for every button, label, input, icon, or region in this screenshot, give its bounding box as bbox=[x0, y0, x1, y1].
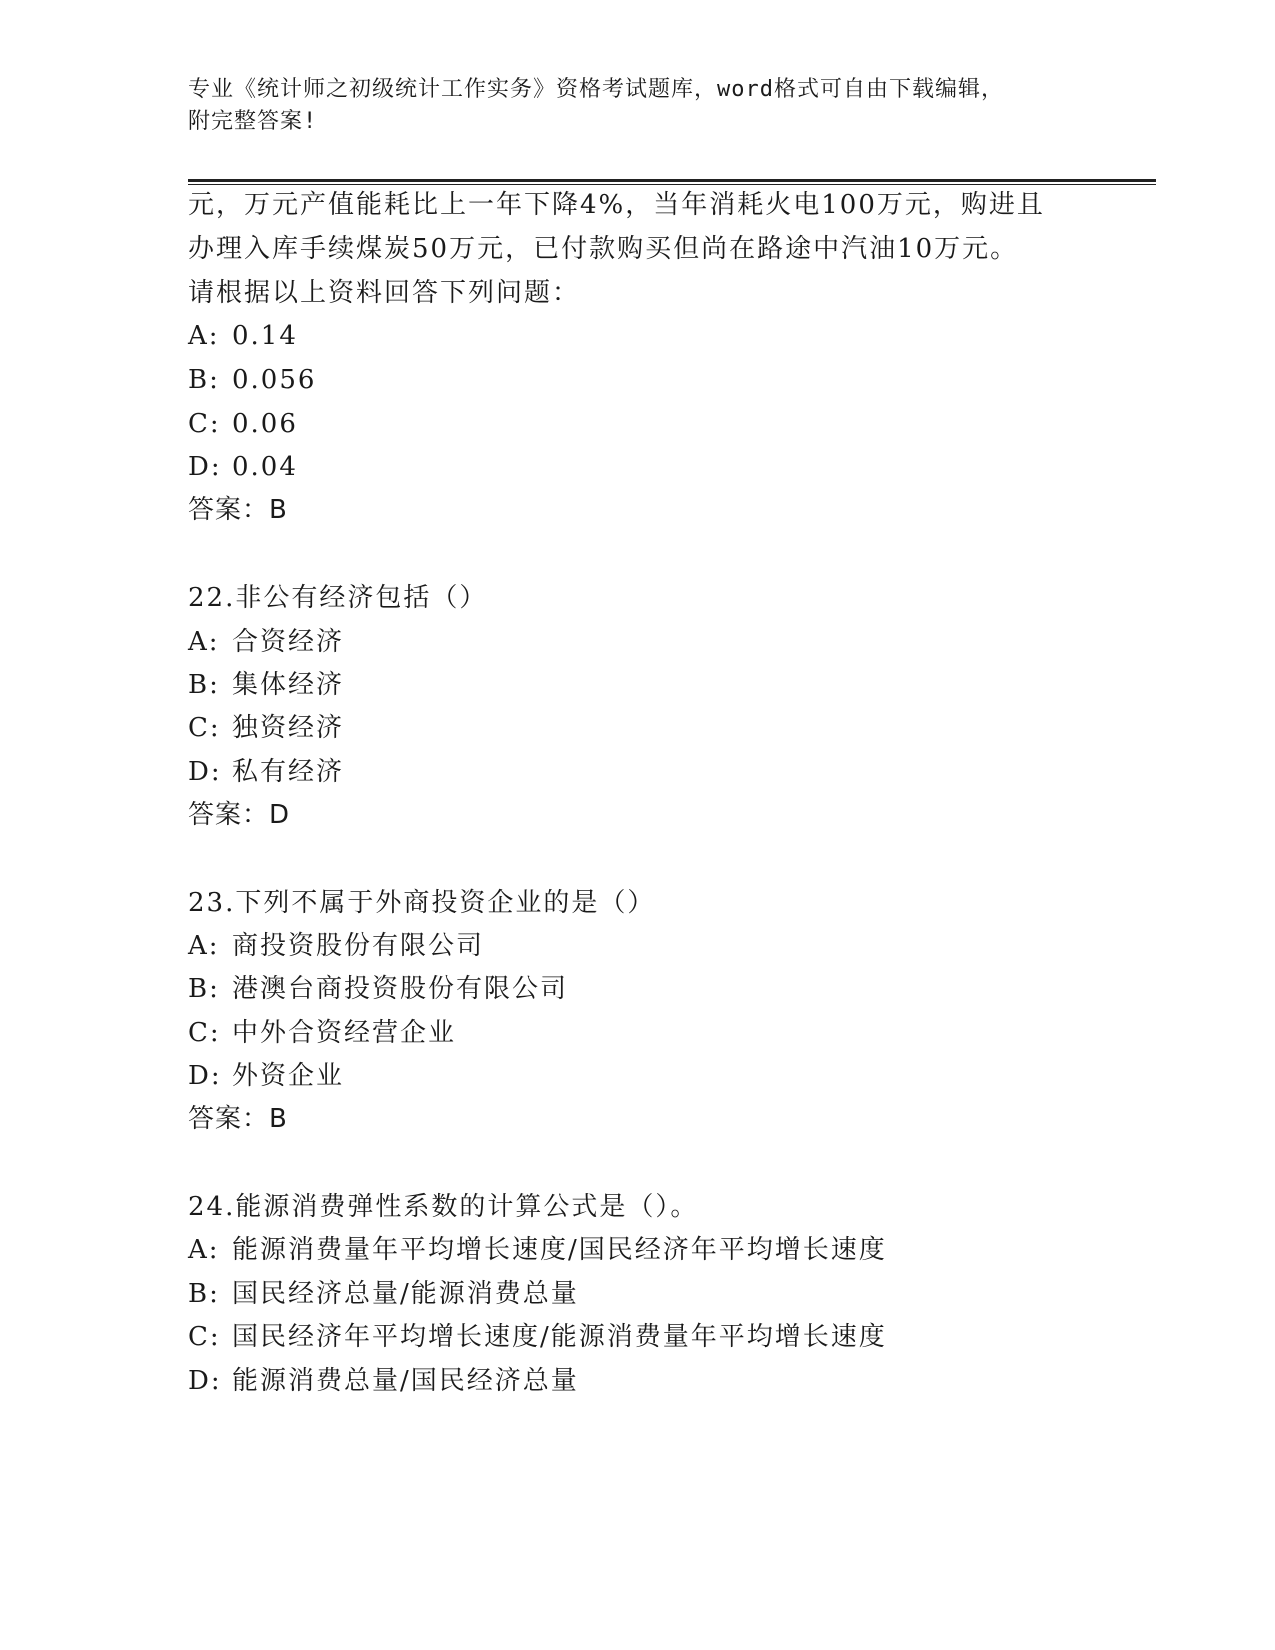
option-letter: B: bbox=[188, 365, 220, 395]
option-text: 独资经济 bbox=[232, 713, 345, 743]
q21-option-b bbox=[188, 363, 316, 397]
option-text: 0.14 bbox=[232, 321, 298, 351]
q24-option-d bbox=[188, 1364, 579, 1398]
q22-option-a bbox=[188, 625, 344, 659]
q22-option-c bbox=[188, 711, 344, 745]
option-letter: D: bbox=[188, 757, 222, 787]
option-letter: D: bbox=[188, 1366, 222, 1396]
option-letter: A: bbox=[188, 627, 220, 657]
header-line-1: 专业《统计师之初级统计工作实务》资格考试题库，word格式可自由下载编辑， bbox=[188, 77, 1004, 102]
q22-question: 22.非公有经济包括（） bbox=[188, 583, 488, 613]
q21-option-c bbox=[188, 407, 298, 441]
option-text: 能源消费总量/国民经济总量 bbox=[232, 1366, 579, 1396]
page-header bbox=[188, 74, 1088, 138]
option-text: 私有经济 bbox=[232, 757, 345, 787]
q23-option-b bbox=[188, 972, 568, 1006]
option-letter: C: bbox=[188, 1018, 221, 1048]
header-divider-thin bbox=[188, 184, 1156, 185]
option-letter: C: bbox=[188, 1322, 221, 1352]
q22-answer: 答案：D bbox=[188, 800, 291, 830]
q21-option-a bbox=[188, 319, 298, 353]
q24-option-b bbox=[188, 1277, 579, 1311]
q23-option-c bbox=[188, 1016, 456, 1050]
q23-question: 23.下列不属于外商投资企业的是（） bbox=[188, 888, 656, 918]
option-text: 中外合资经营企业 bbox=[232, 1018, 457, 1048]
intro-line-1: 元，万元产值能耗比上一年下降4%，当年消耗火电100万元，购进且 bbox=[188, 190, 1045, 220]
option-letter: C: bbox=[188, 409, 221, 439]
option-letter: B: bbox=[188, 1279, 220, 1309]
option-text: 港澳台商投资股份有限公司 bbox=[232, 974, 569, 1004]
q23-option-a bbox=[188, 929, 484, 963]
option-text: 0.06 bbox=[232, 409, 298, 439]
q22-option-b bbox=[188, 668, 344, 702]
intro-line-2: 办理入库手续煤炭50万元，已付款购买但尚在路途中汽油10万元。 bbox=[188, 234, 1019, 264]
option-letter: A: bbox=[188, 931, 220, 961]
option-text: 商投资股份有限公司 bbox=[232, 931, 485, 961]
intro-line-3: 请根据以上资料回答下列问题： bbox=[188, 278, 581, 308]
header-divider-thick bbox=[188, 179, 1156, 182]
q21-answer: 答案：B bbox=[188, 495, 288, 525]
option-text: 合资经济 bbox=[232, 627, 345, 657]
option-text: 外资企业 bbox=[232, 1061, 345, 1091]
option-text: 国民经济总量/能源消费总量 bbox=[232, 1279, 579, 1309]
option-letter: B: bbox=[188, 670, 220, 700]
option-letter: A: bbox=[188, 321, 220, 351]
q23-answer: 答案：B bbox=[188, 1104, 288, 1134]
option-text: 0.04 bbox=[232, 452, 298, 482]
option-letter: D: bbox=[188, 452, 222, 482]
option-letter: C: bbox=[188, 713, 221, 743]
option-text: 集体经济 bbox=[232, 670, 345, 700]
option-text: 0.056 bbox=[232, 365, 317, 395]
header-line-2: 附完整答案! bbox=[188, 109, 318, 134]
q24-question: 24.能源消费弹性系数的计算公式是（）。 bbox=[188, 1192, 699, 1222]
option-text: 国民经济年平均增长速度/能源消费量年平均增长速度 bbox=[232, 1322, 887, 1352]
option-letter: B: bbox=[188, 974, 220, 1004]
q24-option-c bbox=[188, 1320, 887, 1354]
option-letter: A: bbox=[188, 1235, 220, 1265]
q23-option-d bbox=[188, 1059, 344, 1093]
q21-option-d bbox=[188, 450, 298, 484]
option-letter: D: bbox=[188, 1061, 222, 1091]
option-text: 能源消费量年平均增长速度/国民经济年平均增长速度 bbox=[232, 1235, 887, 1265]
q24-option-a bbox=[188, 1233, 887, 1267]
q22-option-d bbox=[188, 755, 344, 789]
